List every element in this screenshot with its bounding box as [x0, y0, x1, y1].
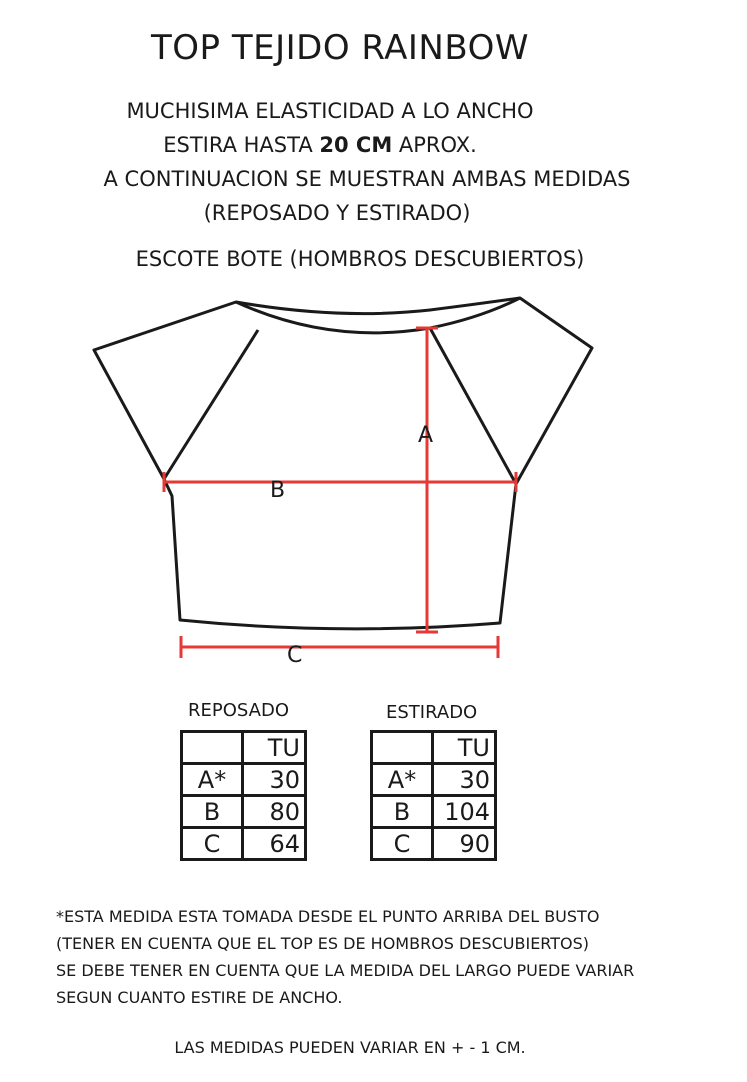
- table-row: [372, 764, 496, 796]
- table-cell-key: B: [182, 796, 243, 828]
- measure-lines: [164, 328, 516, 658]
- estirado-label: ESTIRADO: [386, 702, 478, 723]
- table-corner-cell: [182, 732, 243, 764]
- intro-line-states: (REPOSADO Y ESTIRADO): [203, 201, 471, 225]
- intro-line-neckline: ESCOTE BOTE (HOMBROS DESCUBIERTOS): [135, 247, 585, 271]
- measure-label-b: B: [270, 478, 286, 503]
- table-cell-key: B: [372, 796, 433, 828]
- note-line-shoulders: (TENER EN CUENTA QUE EL TOP ES DE HOMBROS DESCUBIERTOS): [56, 934, 590, 953]
- table-row: [182, 828, 306, 860]
- table-header-row: [182, 732, 306, 764]
- intro-line-elasticity: MUCHISIMA ELASTICIDAD A LO ANCHO: [126, 99, 534, 123]
- garment-body-outline: [94, 298, 592, 629]
- note-line-length: SE DEBE TENER EN CUENTA QUE LA MEDIDA DEL LARGO PUEDE VARIAR: [56, 961, 635, 980]
- table-cell-key: A*: [182, 764, 243, 796]
- table-row: [182, 796, 306, 828]
- measure-label-a: A: [418, 423, 434, 448]
- table-header-size: TU: [433, 732, 496, 764]
- reposado-table: [180, 730, 307, 861]
- table-row: [182, 764, 306, 796]
- estirado-table: [370, 730, 497, 861]
- page-title: TOP TEJIDO RAINBOW: [151, 28, 529, 68]
- table-cell-value: 30: [243, 764, 306, 796]
- table-cell-key: A*: [372, 764, 433, 796]
- table-cell-value: 80: [243, 796, 306, 828]
- table-cell-value: 30: [433, 764, 496, 796]
- intro-line-stretch-post: APROX.: [392, 133, 477, 157]
- intro-line-both-measures: A CONTINUACION SE MUESTRAN AMBAS MEDIDAS: [103, 167, 631, 191]
- table-header-row: [372, 732, 496, 764]
- table-cell-value: 90: [433, 828, 496, 860]
- table-cell-key: C: [372, 828, 433, 860]
- table-row: [372, 828, 496, 860]
- table-corner-cell: [372, 732, 433, 764]
- tolerance-note: LAS MEDIDAS PUEDEN VARIAR EN + - 1 CM.: [174, 1038, 526, 1057]
- intro-line-stretch-bold: 20 CM: [319, 133, 393, 157]
- right-raglan-seam: [430, 328, 516, 484]
- garment-outline: [94, 298, 592, 629]
- table-cell-value: 64: [243, 828, 306, 860]
- measure-label-c: C: [287, 643, 303, 668]
- table-cell-key: C: [182, 828, 243, 860]
- intro-line-stretch-pre: ESTIRA HASTA: [163, 133, 320, 157]
- table-cell-value: 104: [433, 796, 496, 828]
- note-line-stretch: SEGUN CUANTO ESTIRE DE ANCHO.: [56, 988, 343, 1007]
- note-line-bust: *ESTA MEDIDA ESTA TOMADA DESDE EL PUNTO ARRIBA DEL BUSTO: [56, 907, 600, 926]
- left-raglan-seam: [164, 330, 258, 479]
- table-row: [372, 796, 496, 828]
- reposado-label: REPOSADO: [188, 700, 290, 721]
- table-header-size: TU: [243, 732, 306, 764]
